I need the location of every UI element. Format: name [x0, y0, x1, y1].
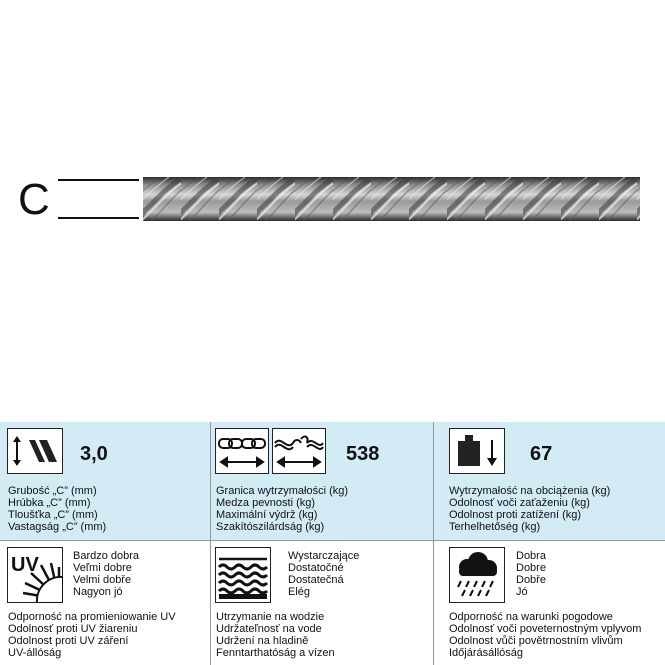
thickness-icon: [7, 428, 63, 474]
chain-break-strength-icon: [215, 428, 327, 474]
thickness-label: Grubość „C” (mm) Hrúbka „C” (mm) Tloušťka „C” (mm) Vastagság „C” (mm): [8, 485, 107, 533]
water-waves-icon: [215, 547, 271, 603]
column-divider: [433, 422, 434, 665]
load-resistance-value: 67: [530, 443, 553, 465]
column-divider: [210, 422, 211, 665]
steel-rope-image: [143, 177, 640, 221]
load-resistance-label: Wytrzymałość na obciążenia (kg) Odolnosť voči zaťaženiu (kg) Odolnost proti zatížení (kg) Terhelhetőség (kg): [449, 485, 611, 533]
row-divider: [0, 540, 665, 541]
water-label: Utrzymanie na wodzie Udržateľnosť na vode Udržení na hladině Fenntarthatóság a vízen: [216, 611, 335, 659]
dimension-letter: C: [18, 175, 50, 224]
weather-label: Odporność na warunki pogodowe Odolnosť voči poveternostným vplyvom Odolnost vůči povětrnostním vlivům Időjárásállóság: [449, 611, 642, 659]
weather-rating: Dobra Dobre Dobře Jó: [516, 550, 546, 598]
spec-panel: [0, 422, 665, 665]
water-rating: Wystarczające Dostatočné Dostatečná Elég: [288, 550, 360, 598]
weight-load-icon: [449, 428, 505, 474]
breaking-strength-label: Granica wytrzymałości (kg) Medza pevnosti (kg) Maximální výdrž (kg) Szakítószilárdság (kg): [216, 485, 349, 533]
uv-sun-icon: [7, 547, 63, 603]
uv-label: Odporność na promieniowanie UV Odolnosť proti UV žiareniu Odolnost proti UV záření UV-állóság: [8, 611, 176, 659]
rain-cloud-icon: [449, 547, 505, 603]
breaking-strength-value: 538: [346, 443, 380, 465]
svg-text:UV: UV: [11, 554, 39, 576]
dimension-line-top: [58, 179, 139, 181]
dimension-line-bottom: [58, 217, 139, 219]
uv-rating: Bardzo dobra Veľmi dobre Velmi dobře Nagyon jó: [73, 550, 140, 598]
thickness-value: 3,0: [80, 443, 108, 465]
